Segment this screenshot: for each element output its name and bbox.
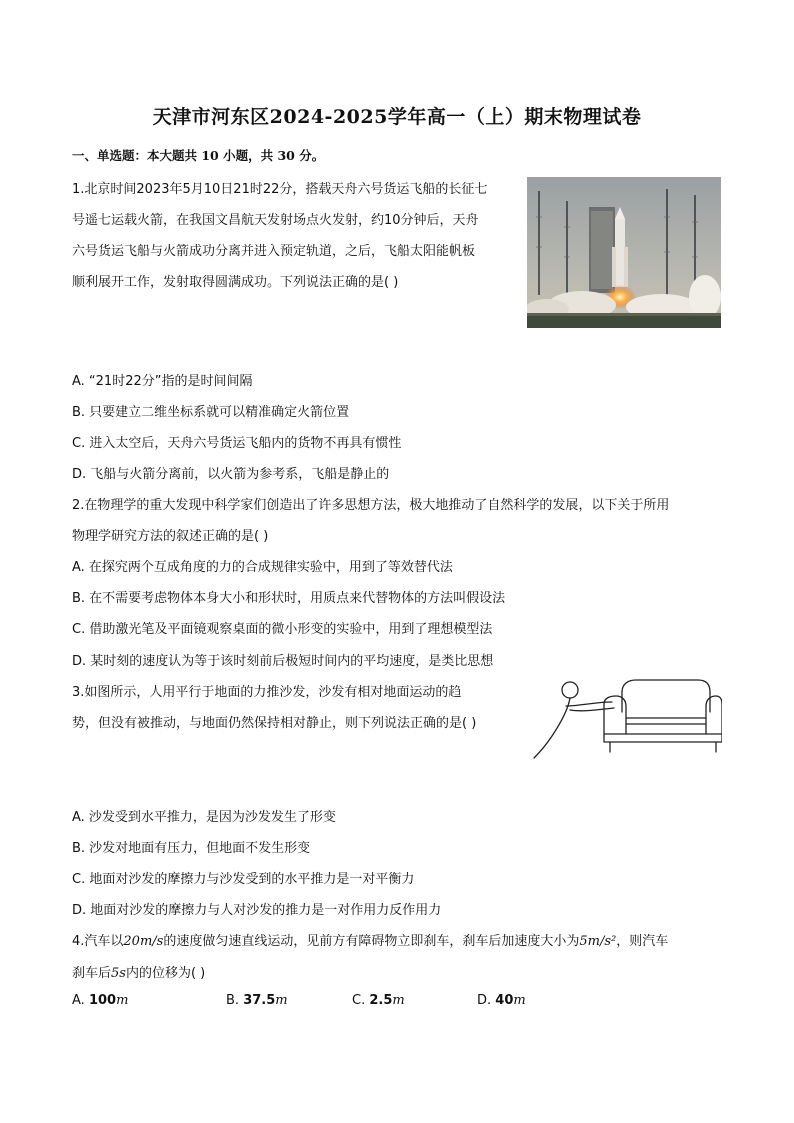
q1-option-c[interactable]: C. 进入太空后，天舟六号货运飞船内的货物不再具有惯性 <box>72 436 402 451</box>
q4-text: 内的位移为( ) <box>125 966 206 981</box>
option-value: 40 <box>495 993 514 1008</box>
q1-stem-line: 六号货运飞船与火箭成功分离并进入预定轨道，之后，飞船太阳能帆板 <box>72 244 476 259</box>
q1-option-a[interactable]: A. “21时22分”指的是时间间隔 <box>72 374 253 389</box>
option-value: 37.5 <box>243 993 276 1008</box>
q4-time-value: 5s <box>111 966 126 981</box>
q4-option-a[interactable] <box>72 993 128 1008</box>
q3-option-b[interactable]: B. 沙发对地面有压力，但地面不发生形变 <box>72 841 311 856</box>
q3-option-d[interactable]: D. 地面对沙发的摩擦力与人对沙发的推力是一对作用力反作用力 <box>72 903 442 918</box>
q4-text: ，则汽车 <box>616 934 669 949</box>
q1-stem-line: 1.北京时间2023年5月10日21时22分，搭载天舟六号货运飞船的长征七 <box>72 182 488 197</box>
option-letter: A. <box>72 993 85 1008</box>
option-unit: m <box>513 993 526 1008</box>
option-letter: B. <box>226 993 240 1008</box>
option-value: 100 <box>88 993 117 1008</box>
q4-stem-line-1 <box>72 930 668 949</box>
q4-acceleration-value: 5m/s² <box>579 934 617 949</box>
option-value: 2.5 <box>369 993 393 1008</box>
option-letter: C. <box>352 993 366 1008</box>
q4-text: 刹车后 <box>72 966 112 981</box>
q4-speed-value: 20m/s <box>123 934 164 949</box>
q4-text: 4.汽车以 <box>72 934 124 949</box>
q2-stem-line: 物理学研究方法的叙述正确的是( ) <box>72 529 269 544</box>
option-letter: D. <box>477 993 492 1008</box>
exam-title: 天津市河东区2024-2025学年高一（上）期末物理试卷 <box>152 106 642 128</box>
q2-option-c[interactable]: C. 借助激光笔及平面镜观察桌面的微小形变的实验中，用到了理想模型法 <box>72 622 493 637</box>
q2-option-a[interactable]: A. 在探究两个互成角度的力的合成规律实验中，用到了等效替代法 <box>72 560 453 575</box>
q1-stem-line: 顺利展开工作，发射取得圆满成功。下列说法正确的是( ) <box>72 275 399 290</box>
rocket-launch-photo <box>527 177 721 328</box>
q2-option-d[interactable]: D. 某时刻的速度认为等于该时刻前后极短时间内的平均速度，是类比思想 <box>72 654 494 669</box>
q2-stem-line: 2.在物理学的重大发现中科学家们创造出了许多思想方法，极大地推动了自然科学的发展，以下关于所用 <box>72 498 670 513</box>
option-unit: m <box>116 993 129 1008</box>
q3-stem-line: 势，但没有被推动，与地面仍然保持相对静止，则下列说法正确的是( ) <box>72 716 477 731</box>
q3-option-c[interactable]: C. 地面对沙发的摩擦力与沙发受到的水平推力是一对平衡力 <box>72 872 415 887</box>
person-pushing-sofa-diagram <box>530 678 722 760</box>
option-unit: m <box>275 993 288 1008</box>
q1-stem-line: 号遥七运载火箭，在我国文昌航天发射场点火发射，约10分钟后，天舟 <box>72 213 479 228</box>
q1-option-d[interactable]: D. 飞船与火箭分离前，以火箭为参考系，飞船是静止的 <box>72 467 390 482</box>
option-unit: m <box>392 993 405 1008</box>
q3-stem-line: 3.如图所示，人用平行于地面的力推沙发，沙发有相对地面运动的趋 <box>72 685 462 700</box>
q4-stem-line-2 <box>72 962 205 981</box>
section-heading-single-choice: 一、单选题：本大题共 10 小题，共 30 分。 <box>72 148 325 163</box>
q4-option-c[interactable] <box>352 993 405 1008</box>
q1-option-b[interactable]: B. 只要建立二维坐标系就可以精准确定火箭位置 <box>72 405 350 420</box>
q4-option-d[interactable] <box>477 993 526 1008</box>
q4-option-b[interactable] <box>226 993 288 1008</box>
q2-option-b[interactable]: B. 在不需要考虑物体本身大小和形状时，用质点来代替物体的方法叫假设法 <box>72 591 506 606</box>
q3-option-a[interactable]: A. 沙发受到水平推力，是因为沙发发生了形变 <box>72 810 336 825</box>
q4-text: 的速度做匀速直线运动，见前方有障碍物立即刹车，刹车后加速度大小为 <box>163 934 580 949</box>
